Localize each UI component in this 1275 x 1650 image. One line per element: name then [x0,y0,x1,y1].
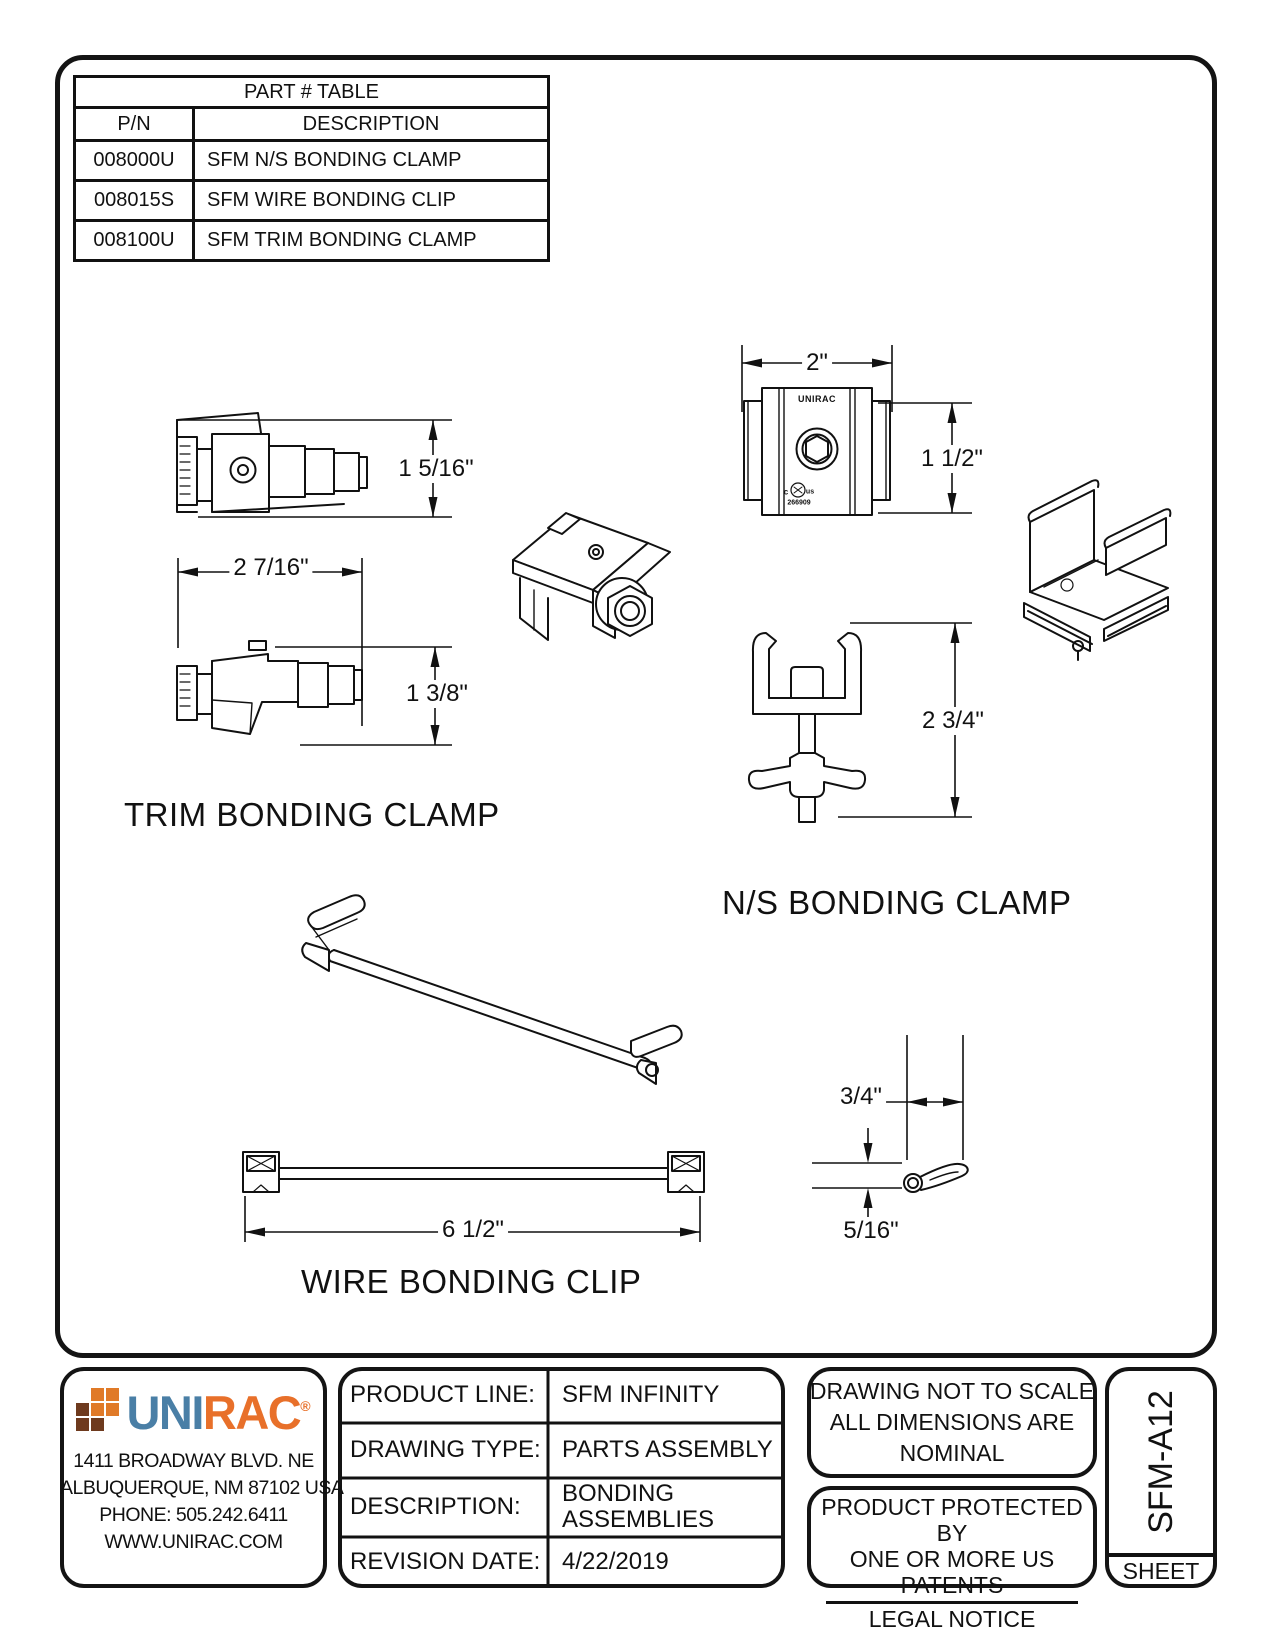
info-value-revision-date: 4/22/2019 [562,1548,669,1575]
part-number: 008100U [75,221,194,261]
unirac-logo [60,1378,327,1440]
part-number: 008000U [75,141,194,181]
part-brand-mark: UNIRAC [798,394,836,404]
divider [826,1601,1078,1604]
part-description: SFM TRIM BONDING CLAMP [194,221,549,261]
table-row [75,141,549,181]
sheet-label: SHEET [1122,1558,1200,1584]
label-trim-bonding-clamp: TRIM BONDING CLAMP [124,796,500,833]
address-line: 1411 BROADWAY BLVD. NE [73,1450,314,1472]
part-description: SFM WIRE BONDING CLIP [194,181,549,221]
part-number: 008015S [75,181,194,221]
part-description: SFM N/S BONDING CLAMP [194,141,549,181]
table-row [75,221,549,261]
info-label-description: DESCRIPTION: [350,1493,521,1520]
info-label-product-line: PRODUCT LINE: [350,1381,535,1408]
sheet-id: SFM-A12 [1142,1390,1180,1534]
info-value-drawing-type: PARTS ASSEMBLY [562,1436,773,1463]
address-line: WWW.UNIRAC.COM [104,1531,283,1553]
table-row [75,181,549,221]
dim-label-ns-front-height: 1 1/2" [917,445,987,473]
label-wire-bonding-clip: WIRE BONDING CLIP [301,1263,642,1300]
address-line: PHONE: 505.242.6411 [99,1504,288,1526]
part-table-col-pn: P/N [75,108,194,141]
address-line: ALBUQUERQUE, NM 87102 USA [60,1477,344,1499]
dim-label-trim-side-height: 1 3/8" [402,680,472,708]
dim-label-trim-height: 1 5/16" [394,455,477,483]
info-label-drawing-type: DRAWING TYPE: [350,1436,541,1463]
dim-label-trim-width: 2 7/16" [229,554,312,582]
info-label-revision-date: REVISION DATE: [350,1548,541,1575]
scale-notice: DRAWING NOT TO SCALE ALL DIMENSIONS ARE NOMINAL [809,1378,1095,1466]
legal-notice-link[interactable]: LEGAL NOTICE [868,1606,1036,1632]
dim-label-ns-side-height: 2 3/4" [918,707,988,735]
part-number-table [73,75,550,262]
dim-label-clip-height: 5/16" [839,1217,902,1245]
info-value-product-line: SFM INFINITY [562,1381,720,1408]
info-value-description: BONDING ASSEMBLIES [562,1480,715,1533]
cert-mark-us: us [805,488,815,496]
cert-number: 266909 [787,499,811,507]
company-address [60,1448,344,1556]
patent-notice: PRODUCT PROTECTED BY ONE OR MORE US PATENTS LEGAL NOTICE [807,1486,1097,1588]
part-table-title: PART # TABLE [75,77,549,108]
dim-label-clip-width: 3/4" [836,1083,886,1111]
cert-mark-c: c [783,487,789,497]
unirac-logo-text: UNIRAC® [126,1385,311,1439]
unirac-logo-icon [76,1388,119,1431]
dim-label-wire-length: 6 1/2" [438,1216,508,1244]
label-ns-bonding-clamp: N/S BONDING CLAMP [722,884,1072,921]
dim-label-ns-width: 2" [802,349,832,377]
part-table-col-description: DESCRIPTION [194,108,549,141]
